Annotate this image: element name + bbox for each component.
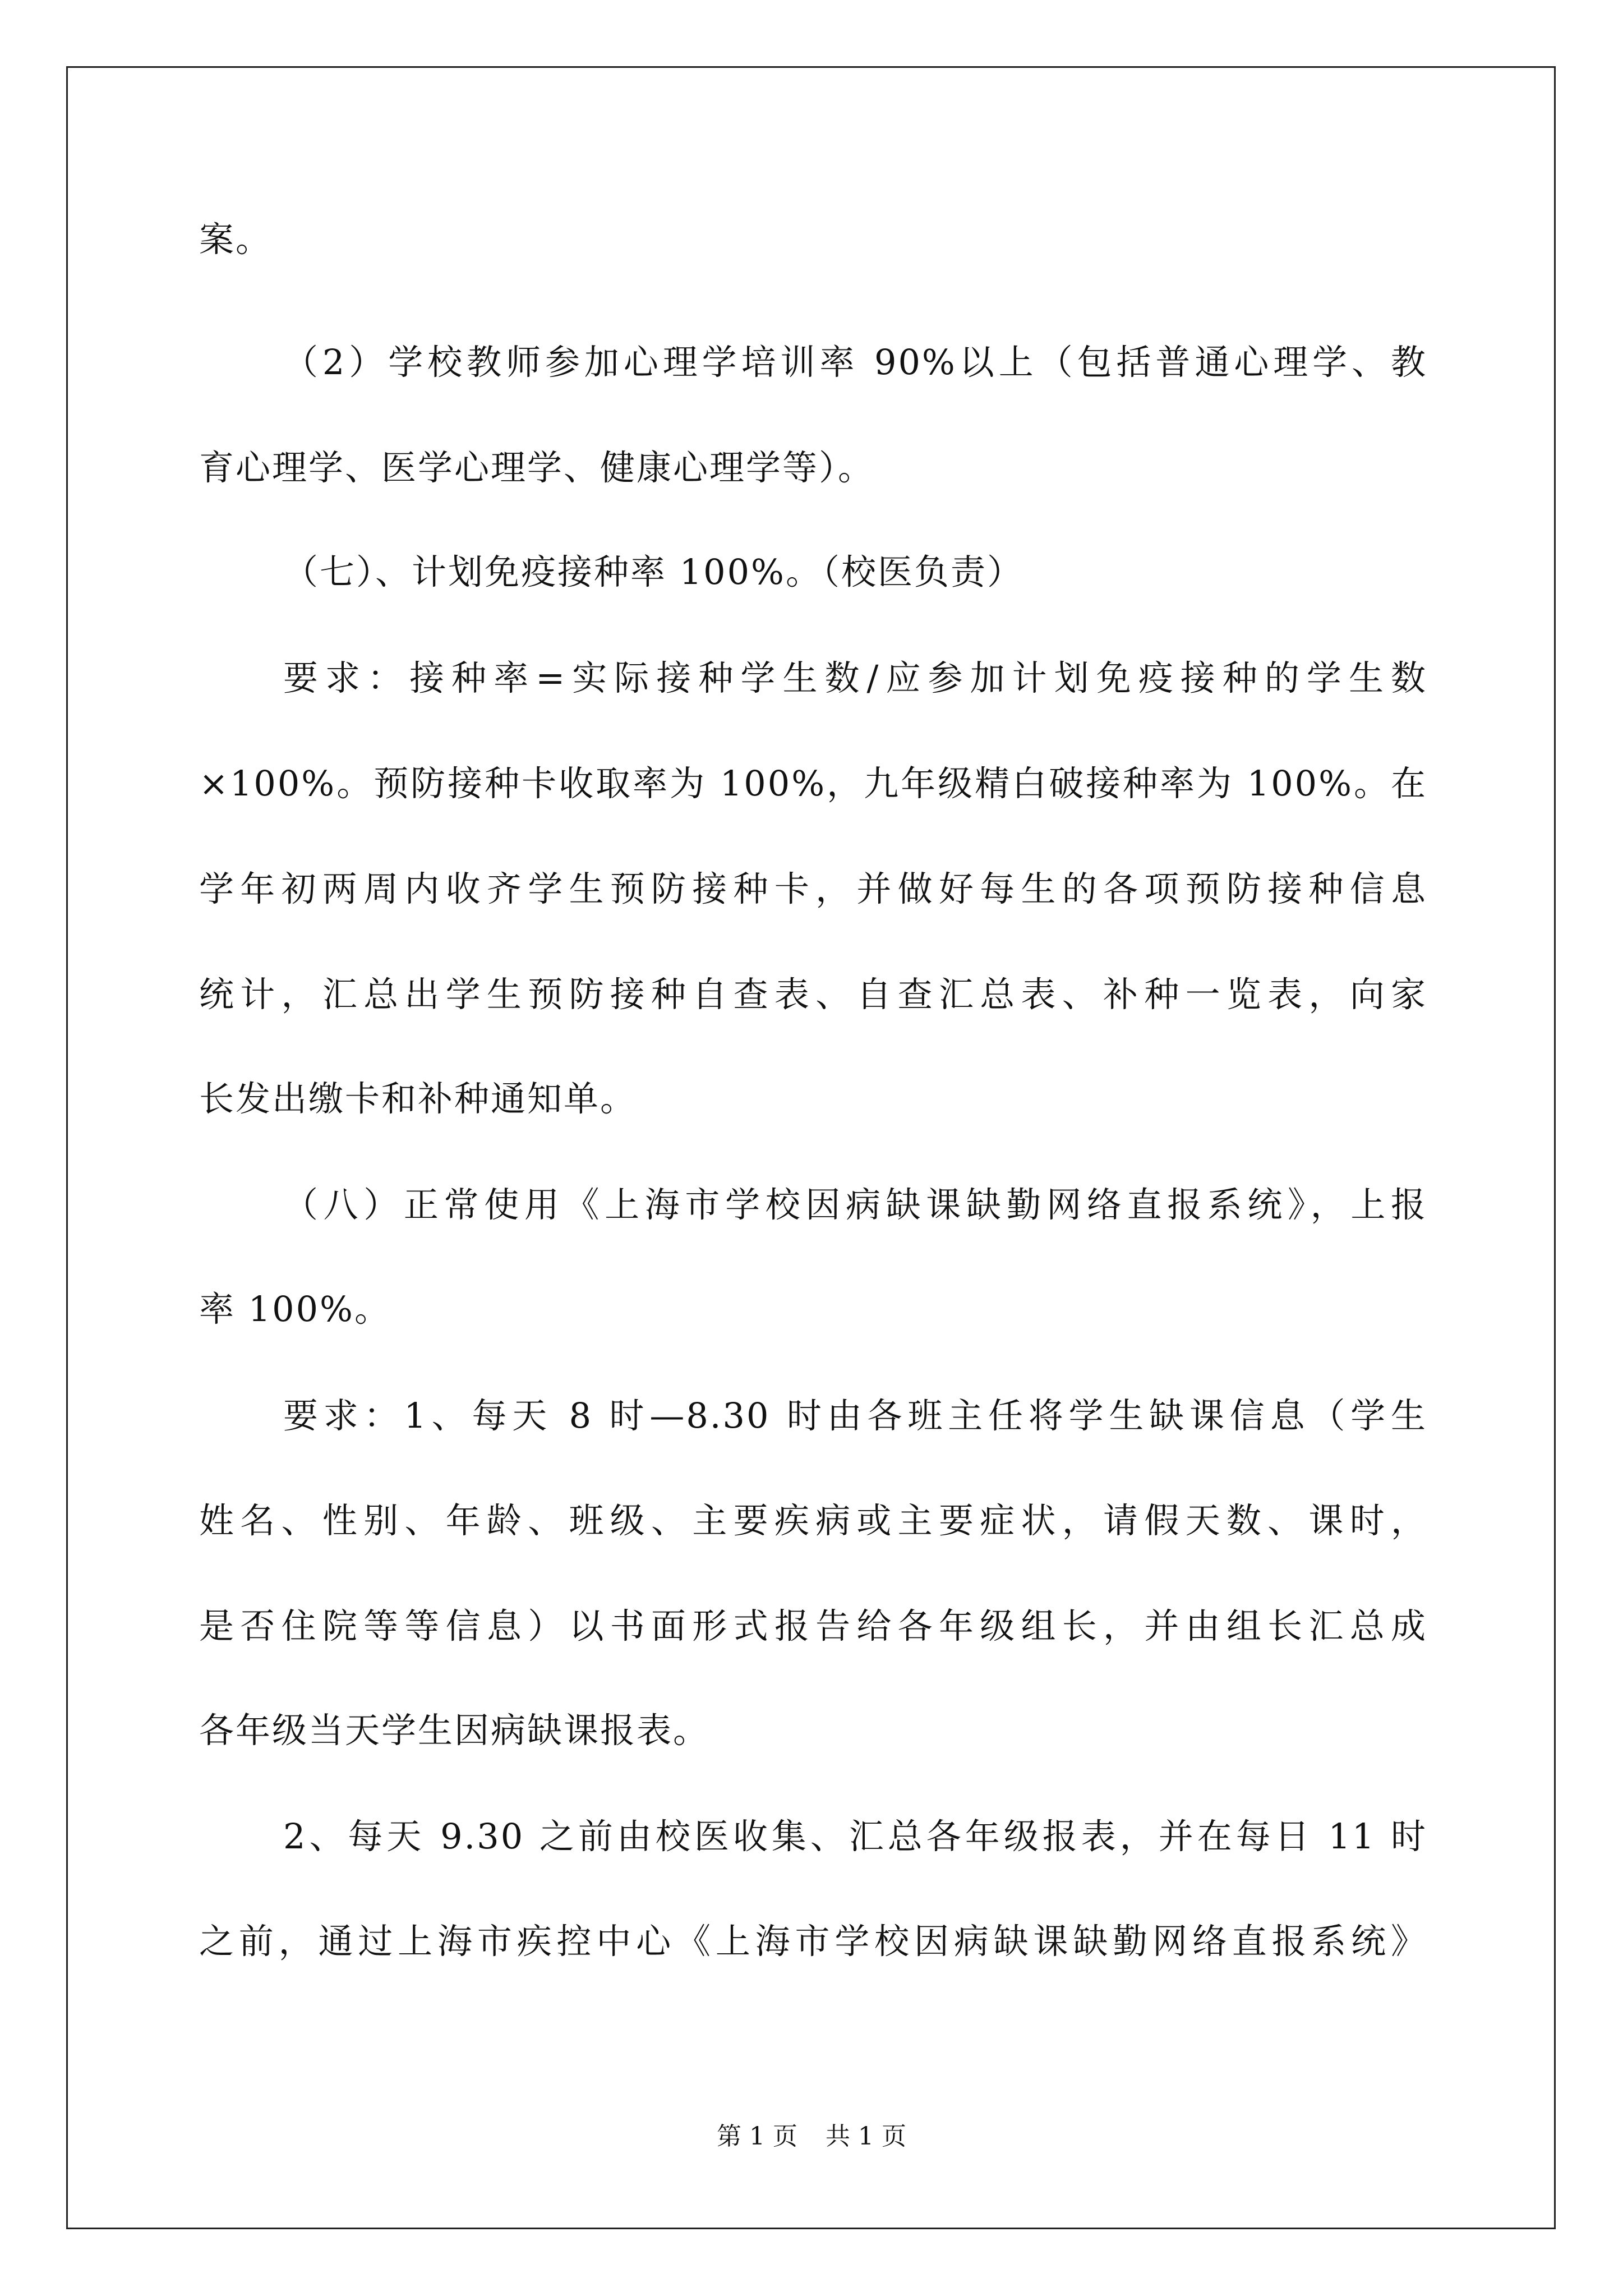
text-line: 案。 <box>199 219 273 260</box>
text-line: 学年初两周内收齐学生预防接种卡，并做好每生的各项预防接种信息 <box>199 868 1427 909</box>
page-total: 共 1 页 <box>826 2122 906 2151</box>
section-heading: （七）、计划免疫接种率 100%。（校医负责） <box>283 551 1023 592</box>
text-line: 率 100%。 <box>199 1289 391 1329</box>
text-line: 统计，汇总出学生预防接种自查表、自查汇总表、补种一览表，向家 <box>199 974 1427 1015</box>
text-line: （2）学校教师参加心理学培训率 90%以上（包括普通心理学、教 <box>283 342 1427 383</box>
text-line: ×100%。预防接种卡收取率为 100%，九年级精白破接种率为 100%。在 <box>199 763 1427 804</box>
section-heading: （八）正常使用《上海市学校因病缺课缺勤网络直报系统》，上报 <box>283 1184 1427 1225</box>
text-line: 姓名、性别、年龄、班级、主要疾病或主要症状，请假天数、课时， <box>199 1500 1427 1541</box>
text-line: 之前，通过上海市疾控中心《上海市学校因病缺课缺勤网络直报系统》 <box>199 1921 1427 1962</box>
page-border <box>66 66 1556 2229</box>
page-footer <box>0 2120 1623 2154</box>
text-line: 是否住院等等信息）以书面形式报告给各年级组长，并由组长汇总成 <box>199 1605 1427 1646</box>
text-line: 2、每天 9.30 之前由校医收集、汇总各年级报表，并在每日 11 时 <box>283 1816 1427 1857</box>
page-number: 第 1 页 <box>717 2122 797 2151</box>
text-line: 长发出缴卡和补种通知单。 <box>199 1078 637 1119</box>
text-line: 育心理学、医学心理学、健康心理学等）。 <box>199 447 875 488</box>
text-line: 要求：接种率=实际接种学生数/应参加计划免疫接种的学生数 <box>283 657 1427 698</box>
text-line: 各年级当天学生因病缺课报表。 <box>199 1710 710 1751</box>
text-line: 要求：1、每天 8 时—8.30 时由各班主任将学生缺课信息（学生 <box>283 1395 1427 1436</box>
